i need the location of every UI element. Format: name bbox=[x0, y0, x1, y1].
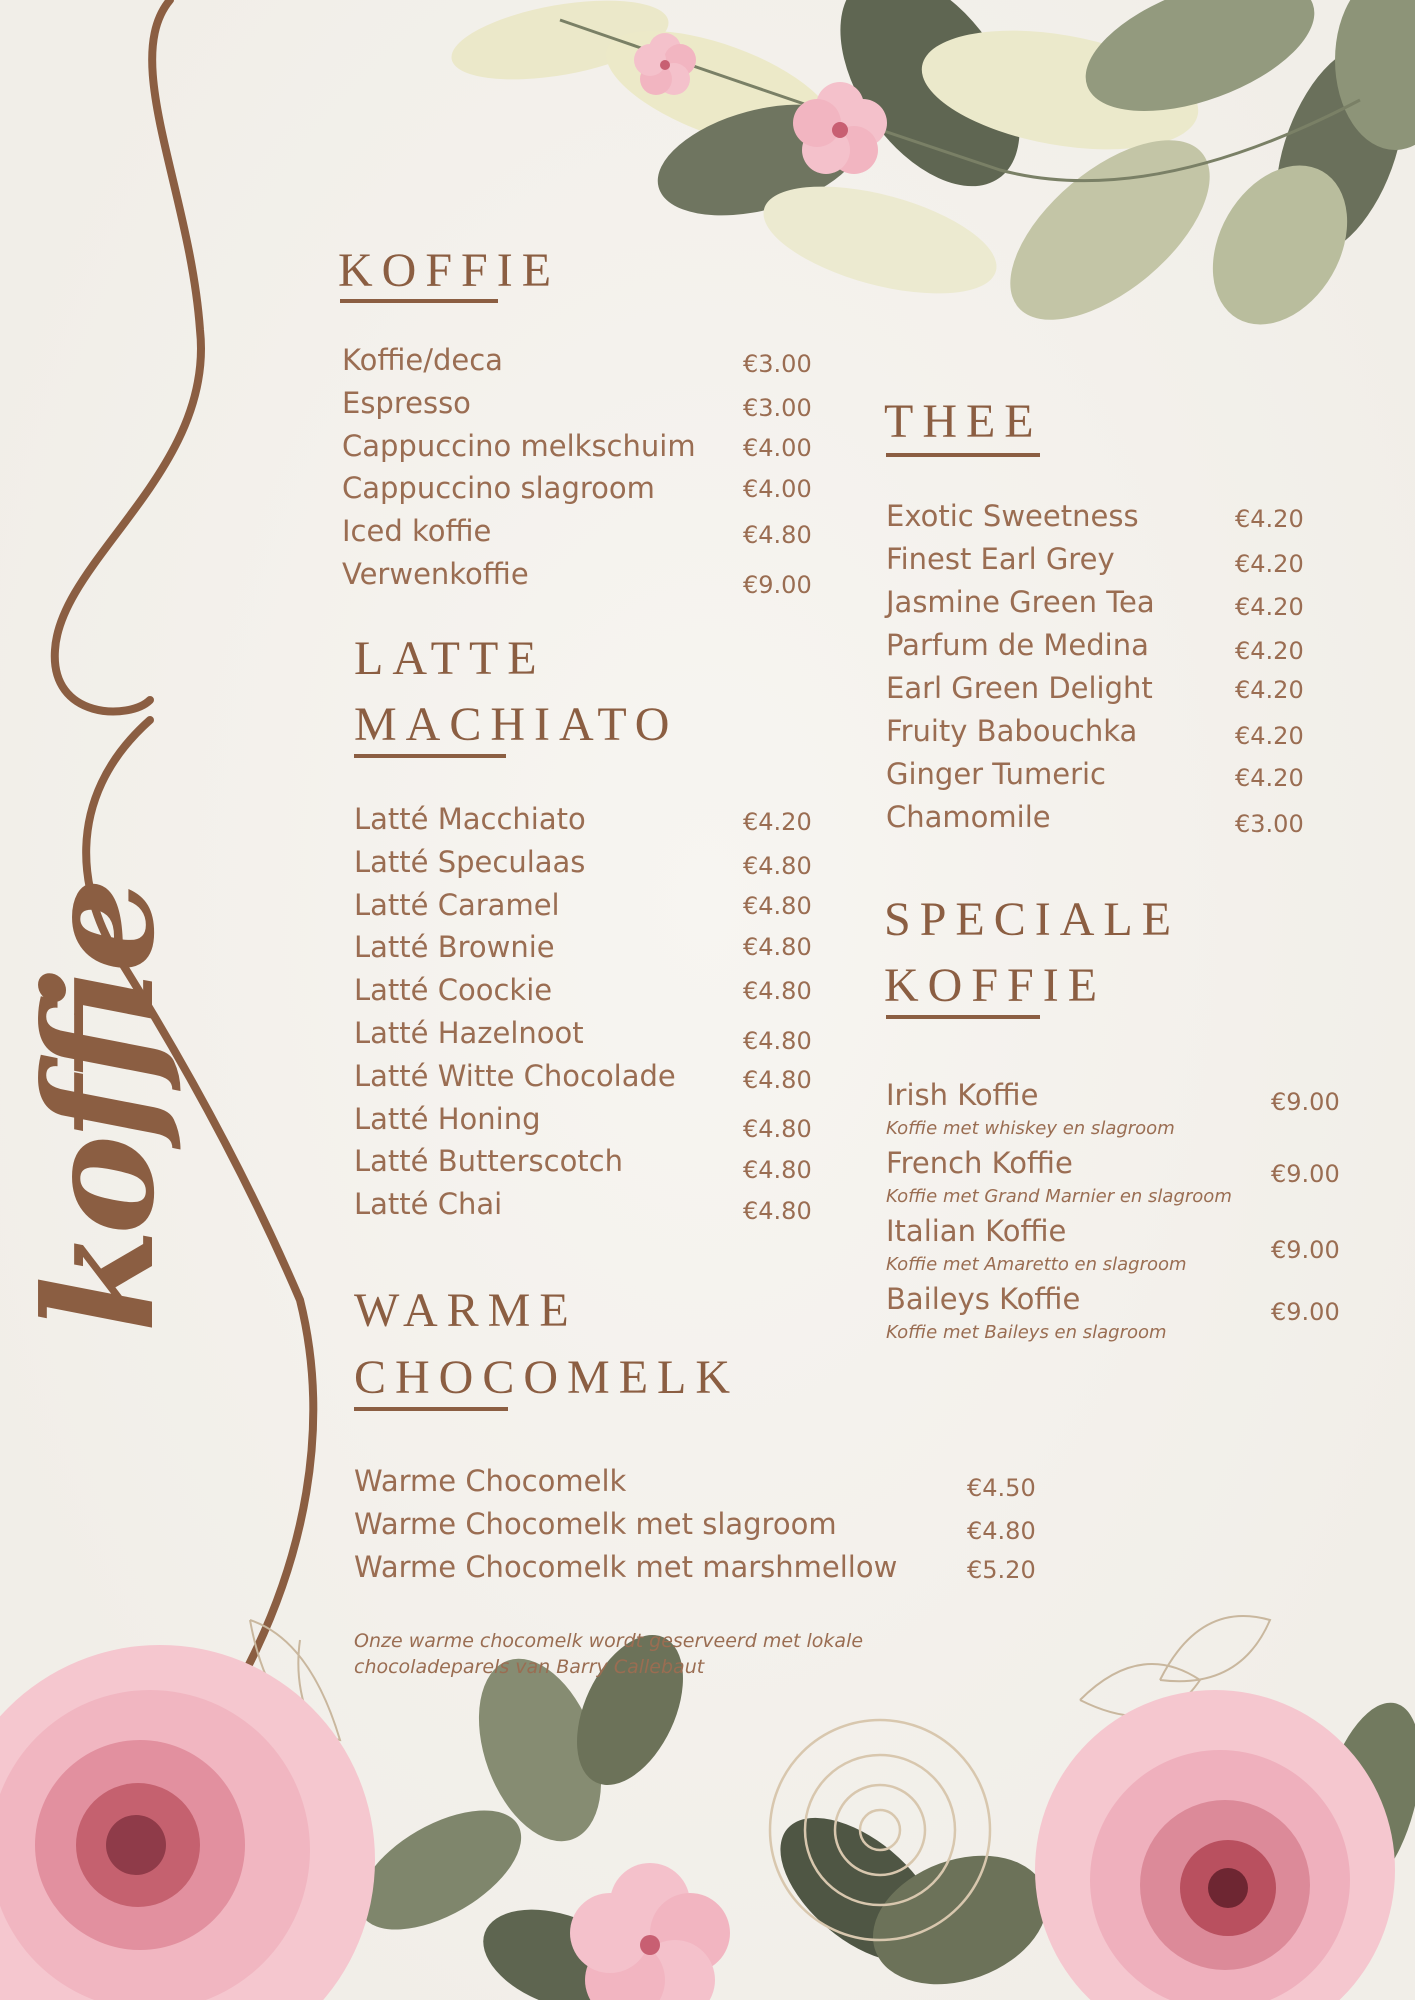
menu-item-price: €4.80 bbox=[743, 933, 812, 961]
menu-item-name: Cappuccino slagroom bbox=[342, 471, 655, 505]
menu-item-name: Ginger Tumeric bbox=[886, 757, 1107, 791]
title-underline bbox=[354, 754, 506, 758]
menu-item-name: Koffie/deca bbox=[342, 343, 503, 377]
menu-item-name: Baileys Koffie bbox=[886, 1282, 1081, 1316]
menu-item-price: €4.80 bbox=[743, 852, 812, 880]
menu-item-price: €9.00 bbox=[1271, 1088, 1340, 1116]
menu-item-description: Koffie met Baileys en slagroom bbox=[886, 1322, 1167, 1343]
menu-item-price: €4.20 bbox=[1235, 637, 1304, 665]
title-underline bbox=[340, 299, 498, 303]
menu-item-name: Verwenkoffie bbox=[342, 557, 529, 591]
menu-item-name: Fruity Babouchka bbox=[886, 714, 1138, 748]
menu-item-description: Koffie met whiskey en slagroom bbox=[886, 1118, 1175, 1139]
menu-item-price: €4.80 bbox=[743, 1115, 812, 1143]
menu-item-name: Latté Brownie bbox=[354, 930, 555, 964]
section-title: MACHIATO bbox=[354, 698, 679, 751]
section-title: THEE bbox=[884, 395, 1043, 448]
menu-item-name: Earl Green Delight bbox=[886, 671, 1153, 705]
menu-item-name: Parfum de Medina bbox=[886, 628, 1149, 662]
menu-item-description: Koffie met Grand Marnier en slagroom bbox=[886, 1186, 1232, 1207]
leaf-icon bbox=[446, 0, 1415, 353]
script-title: koffie bbox=[12, 883, 188, 1333]
section-title: LATTE bbox=[354, 632, 546, 685]
menu-item-price: €4.80 bbox=[743, 1156, 812, 1184]
section-title: KOFFIE bbox=[884, 959, 1107, 1012]
section-title: KOFFIE bbox=[338, 244, 561, 297]
menu-item-price: €9.00 bbox=[1271, 1160, 1340, 1188]
menu-item-price: €4.80 bbox=[743, 977, 812, 1005]
menu-item-name: Latté Hazelnoot bbox=[354, 1016, 584, 1050]
menu-item-price: €4.20 bbox=[1235, 593, 1304, 621]
menu-item-price: €4.80 bbox=[743, 1197, 812, 1225]
menu-item-name: Finest Earl Grey bbox=[886, 542, 1115, 576]
menu-item-name: Exotic Sweetness bbox=[886, 499, 1139, 533]
menu-item-name: Chamomile bbox=[886, 800, 1051, 834]
blossom-icon bbox=[570, 1863, 730, 2000]
menu-item-price: €3.00 bbox=[1235, 810, 1304, 838]
section-title: CHOCOMELK bbox=[354, 1351, 740, 1404]
title-underline bbox=[354, 1407, 508, 1411]
menu-item-name: Latté Butterscotch bbox=[354, 1144, 624, 1178]
menu-item-description: Koffie met Amaretto en slagroom bbox=[886, 1254, 1187, 1275]
title-underline bbox=[886, 1015, 1040, 1019]
section-title: SPECIALE bbox=[884, 893, 1181, 946]
menu-item-name: Iced koffie bbox=[342, 514, 492, 548]
menu-item-name: Irish Koffie bbox=[886, 1078, 1039, 1112]
menu-item-name: Warme Chocomelk met marshmellow bbox=[354, 1550, 898, 1584]
menu-item-price: €9.00 bbox=[743, 571, 812, 599]
menu-item-name: Latté Speculaas bbox=[354, 845, 586, 879]
menu-item-price: €3.00 bbox=[743, 394, 812, 422]
menu-item-price: €4.80 bbox=[743, 521, 812, 549]
menu-item-name: Italian Koffie bbox=[886, 1214, 1067, 1248]
menu-item-price: €4.20 bbox=[1235, 505, 1304, 533]
menu-item-price: €4.00 bbox=[743, 475, 812, 503]
menu-item-price: €3.00 bbox=[743, 350, 812, 378]
menu-item-price: €4.80 bbox=[743, 1066, 812, 1094]
menu-item-price: €4.50 bbox=[967, 1474, 1036, 1502]
menu-item-name: Latté Witte Chocolade bbox=[354, 1059, 676, 1093]
title-underline bbox=[886, 453, 1040, 457]
menu-item-price: €4.80 bbox=[743, 892, 812, 920]
menu-item-price: €4.20 bbox=[1235, 764, 1304, 792]
menu-item-price: €5.20 bbox=[967, 1556, 1036, 1584]
menu-item-price: €4.00 bbox=[743, 434, 812, 462]
menu-item-name: French Koffie bbox=[886, 1146, 1073, 1180]
menu-item-name: Latté Coockie bbox=[354, 973, 553, 1007]
menu-item-name: Warme Chocomelk bbox=[354, 1464, 627, 1498]
menu-item-price: €9.00 bbox=[1271, 1236, 1340, 1264]
menu-item-price: €4.20 bbox=[1235, 722, 1304, 750]
menu-item-name: Espresso bbox=[342, 386, 471, 420]
menu-item-price: €4.80 bbox=[743, 1027, 812, 1055]
menu-item-name: Latté Macchiato bbox=[354, 802, 586, 836]
footnote: Onze warme chocomelk wordt geserveerd met lokale chocoladeparels van Barry Callebaut bbox=[354, 1630, 864, 1678]
menu-item-price: €4.80 bbox=[967, 1517, 1036, 1545]
menu-item-name: Cappuccino melkschuim bbox=[342, 429, 696, 463]
menu-item-name: Latté Honing bbox=[354, 1102, 541, 1136]
menu-item-name: Latté Chai bbox=[354, 1187, 503, 1221]
menu-item-name: Warme Chocomelk met slagroom bbox=[354, 1507, 837, 1541]
menu-item-price: €4.20 bbox=[1235, 676, 1304, 704]
menu-item-price: €4.20 bbox=[743, 808, 812, 836]
menu-item-name: Latté Caramel bbox=[354, 888, 560, 922]
menu-item-price: €4.20 bbox=[1235, 550, 1304, 578]
section-title: WARME bbox=[354, 1284, 578, 1337]
menu-item-name: Jasmine Green Tea bbox=[886, 585, 1155, 619]
menu-item-price: €9.00 bbox=[1271, 1298, 1340, 1326]
